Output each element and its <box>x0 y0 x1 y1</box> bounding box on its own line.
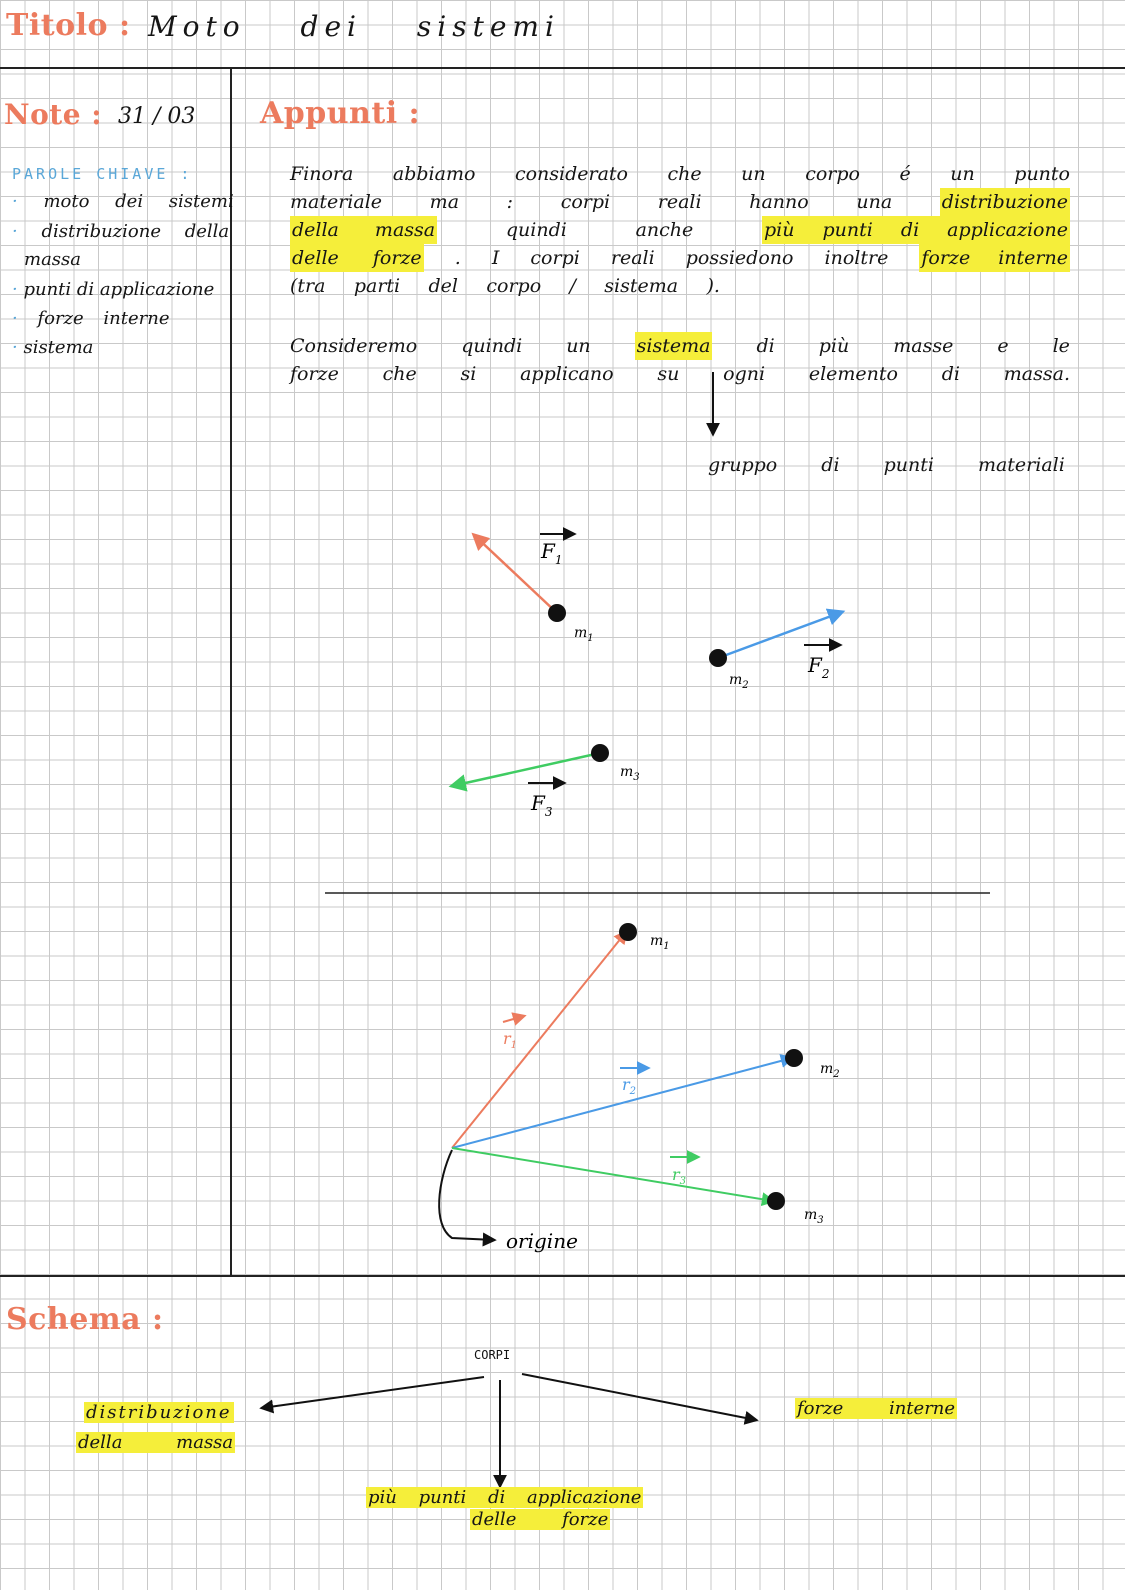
position-vector-label-3: $r_3$ <box>672 1165 687 1187</box>
keyword-item-continued: massa <box>24 249 82 270</box>
word: un <box>741 163 766 185</box>
keyword-item: · distribuzione della <box>12 218 229 246</box>
schema-root: CORPI <box>474 1348 511 1362</box>
mass-label-1: $m_1$ <box>650 933 670 952</box>
schema-node-right-text: forze interne <box>797 1398 956 1419</box>
forces-diagram <box>452 534 842 819</box>
position-vectors-diagram <box>439 923 840 1253</box>
schema-node-bottom-line: delle forze <box>472 1509 609 1530</box>
word: del <box>428 275 458 297</box>
highlighted-term: forze interne <box>919 244 1070 272</box>
force-label-2: $F_2$ <box>808 653 830 681</box>
word: ma <box>429 191 460 213</box>
points-group-label: gruppo di punti materiali <box>708 454 1065 476</box>
word: corpo <box>486 275 542 297</box>
word: reali <box>657 191 702 213</box>
mass-point-1 <box>619 923 637 941</box>
word: inoltre <box>824 247 889 269</box>
word: di <box>756 335 775 357</box>
schema-node-left <box>78 1398 235 1458</box>
word: : <box>506 191 514 213</box>
force-label-1: $F_1$ <box>541 539 563 567</box>
word: Finora <box>290 163 354 185</box>
word: di <box>941 363 960 385</box>
highlighted-term: più punti di applicazione <box>762 216 1070 244</box>
mass-label-1: $m_1$ <box>574 625 594 644</box>
mass-point-3 <box>767 1192 785 1210</box>
word: punto <box>1014 163 1070 185</box>
word: forze <box>290 363 339 385</box>
position-vector-label-1: $r_1$ <box>503 1029 518 1051</box>
position-vector-1 <box>452 932 626 1148</box>
word: abbiamo <box>392 163 476 185</box>
word: massa. <box>1003 363 1070 385</box>
highlighted-term: sistema <box>635 332 713 360</box>
keywords-title: PAROLE CHIAVE : <box>12 165 193 183</box>
keyword-item: · punti di applicazione <box>12 276 214 304</box>
schema-node-bottom <box>366 1487 643 1531</box>
word: ). <box>706 275 720 297</box>
position-vector-bar-1 <box>503 1016 524 1022</box>
word: e <box>997 335 1009 357</box>
word: reali <box>610 247 655 269</box>
origin-label: origine <box>506 1229 578 1253</box>
word: un <box>950 163 975 185</box>
word: sistema <box>604 275 679 297</box>
mass-point-2 <box>709 649 727 667</box>
word: . <box>454 247 461 269</box>
word: anche <box>635 219 694 241</box>
word: più <box>818 335 850 357</box>
highlighted-term: delle forze <box>290 244 424 272</box>
word: considerato <box>514 163 628 185</box>
mass-label-3: $m_3$ <box>620 764 640 783</box>
word: masse <box>893 335 954 357</box>
schema-arrow-left <box>262 1377 484 1408</box>
word: che <box>667 163 702 185</box>
word: I <box>491 247 500 269</box>
word: materiale <box>290 191 383 213</box>
highlighted-term: distribuzione <box>940 188 1070 216</box>
word: hanno <box>749 191 809 213</box>
word: ogni <box>723 363 766 385</box>
mass-point-1 <box>548 604 566 622</box>
word: possiedono <box>685 247 794 269</box>
appunti-label: Appunti : <box>260 96 421 131</box>
word: corpi <box>560 191 611 213</box>
word: corpi <box>530 247 580 269</box>
position-vector-2 <box>452 1058 792 1148</box>
word: é <box>899 163 911 185</box>
mass-label-2: $m_2$ <box>820 1061 840 1080</box>
word: una <box>856 191 893 213</box>
note-label: Note : <box>4 98 103 131</box>
word: / <box>569 275 576 297</box>
word: che <box>382 363 417 385</box>
schema-arrows <box>262 1374 756 1486</box>
mass-label-2: $m_2$ <box>729 672 749 691</box>
note-date: 31 / 03 <box>118 104 196 129</box>
title-label: Titolo : <box>6 8 131 43</box>
word: quindi <box>505 219 567 241</box>
origin-arrow <box>439 1150 494 1240</box>
mass-point-2 <box>785 1049 803 1067</box>
word: su <box>657 363 680 385</box>
highlighted-term: della massa <box>290 216 437 244</box>
word: si <box>460 363 477 385</box>
word: parti <box>353 275 401 297</box>
word: corpo <box>805 163 860 185</box>
schema-node-right <box>795 1398 957 1419</box>
page-title: Moto dei sistemi <box>148 10 560 43</box>
word: Consideremo <box>290 335 418 357</box>
keyword-item: · sistema <box>12 334 93 362</box>
schema-node-bottom-line: più punti di applicazione <box>368 1487 642 1508</box>
position-vector-label-2: $r_2$ <box>622 1075 637 1097</box>
word: applicano <box>520 363 614 385</box>
word: quindi <box>461 335 523 357</box>
force-arrow-3 <box>452 753 600 786</box>
schema-node-left-line: distribuzione <box>86 1402 232 1423</box>
word: elemento <box>808 363 898 385</box>
keyword-item: · moto dei sistemi <box>12 188 234 216</box>
word: le <box>1052 335 1070 357</box>
force-arrow-2 <box>718 612 842 658</box>
schema-node-left-line: della massa <box>78 1432 234 1453</box>
position-vector-3 <box>452 1148 773 1201</box>
schema-arrow-right <box>522 1374 756 1420</box>
schema-label: Schema : <box>6 1302 164 1337</box>
force-label-3: $F_3$ <box>531 791 553 819</box>
word: un <box>566 335 591 357</box>
word: (tra <box>290 275 326 297</box>
mass-label-3: $m_3$ <box>804 1207 824 1226</box>
keyword-item: · forze interne <box>12 305 170 333</box>
mass-point-3 <box>591 744 609 762</box>
